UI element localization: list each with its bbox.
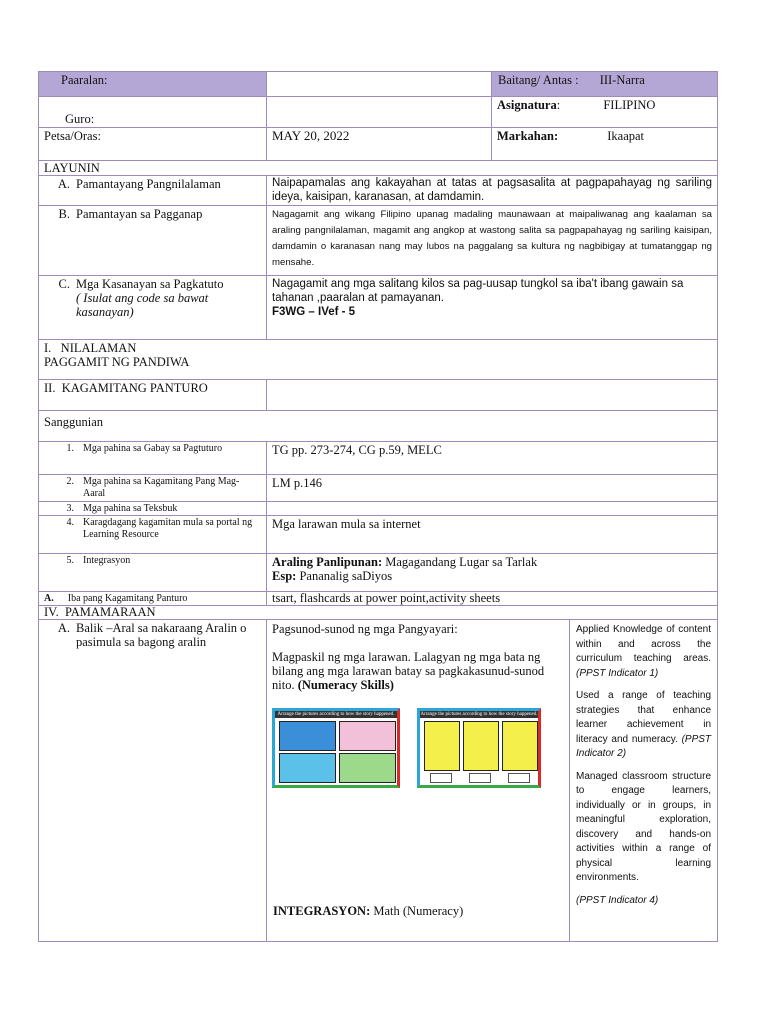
kagamitan-item-4-label: Karagdagang kagamitan mula sa portal ng Learning Resource [83,517,253,540]
sanggunian-title: Sanggunian [39,411,718,442]
lesson-plan-table [38,71,718,942]
kagamitan-item-4: 4. Karagdagang kagamitan mula sa portal ng Learning Resource Mga larawan mula sa internet [39,516,718,554]
nilalaman-cell: I. NILALAMAN PAGGAMIT NG PANDIWA [39,340,718,380]
kagamitan-item-1: 1. Mga pahina sa Gabay sa Pagtuturo TG pp. 273-274, CG p.59, MELC [39,442,718,475]
guro-value [267,97,492,128]
pamamaraan-a-line2: Magpaskil ng mga larawan. Lalagyan ng mga bata ng bilang ang mga larawan batay sa pagkakasunud-sunod nito. [272,650,545,692]
iba-pang-label: Iba pang Kagamitang Panturo [67,593,188,604]
markahan-label: Markahan: [497,129,559,143]
layunin-c-note: ( Isulat ang code sa bawat kasanayan) [76,291,209,319]
integrasyon-label: Integrasyon [83,555,131,566]
kagamitan-item-2: 2. Mga pahina sa Kagamitang Pang Mag-Aaral LM p.146 [39,475,718,502]
kagamitan-title-cell: II. KAGAMITANG PANTURO [39,380,267,411]
layunin-a-text: Naipapamalas ang kakayahan at tatas at pagsasalita at pagpapahayag ng sariling ideya, kaisipan, karanasan, at damdamin. [267,176,718,206]
iba-pang-row: A. Iba pang Kagamitang Panturo tsart, flashcards at power point,activity sheets [39,592,718,606]
layunin-c-text: Nagagamit ang mga salitang kilos sa pag-uusap tungkol sa iba't ibang gawain sa tahanan ,paaralan at pamayanan. [272,278,684,304]
markahan-value: Ikaapat [607,129,645,143]
ppst-notes [570,620,718,942]
pamamaraan-a-content [267,620,570,942]
pamamaraan-integrasyon: INTEGRASYON: Math (Numeracy) [273,904,464,918]
guro-label: Guro: [39,97,267,128]
nilalaman-title: NILALAMAN [60,341,137,355]
kagamitan-item-4-value: Mga larawan mula sa internet [267,516,718,554]
pamamaraan-a-row: A. Balik –Aral sa nakaraang Aralin o pasimula sa bagong aralin Pagsunod-sunod ng mga Pangyayari: Magpaskil ng mga larawan. Lalagyan ng mga bata ng bilang ang mga larawan batay sa pagkakasunud-sunod nito. (Numeracy Skills) Arrange the pictures according to how the story happened. Arrange the pictures according to how the story happened. INTEGRASYON: Math (Numeracy) Applied Knowledge of content within and across the curriculum teaching areas. (PPST Indicator 1) Used a range of teaching strategies that enhance learner achievement in literacy and numeracy. (PPST Indicator 2) Managed classroom structure to engage learners, individually or in groups, in meaningful exploration, discovery and hands-on activities within a range of physical learning environments. (PPST Indicator 4) [39,620,718,942]
integrasyon-cell: Araling Panlipunan: Magagandang Lugar sa Tarlak Esp: Pananalig saDiyos [267,554,718,592]
pamamaraan-title: PAMAMARAAN [64,605,156,619]
markahan-cell [492,128,718,161]
paaralan-label: Paaralan: [39,72,267,97]
baitang-value: III-Narra [599,73,645,87]
layunin-c-label-cell: C. Mga Kasanayan sa Pagkatuto ( Isulat ang code sa bawat kasanayan) [39,276,267,340]
ppst-note-1: Applied Knowledge of content within and across the curriculum teaching areas. (PPST Indicator 1) [576,624,712,679]
petsa-value: MAY 20, 2022 [267,128,492,161]
layunin-b-label-cell: B. Pamantayan sa Pagganap [39,206,267,276]
nilalaman-subtitle: PAGGAMIT NG PANDIWA [44,355,190,369]
iba-pang-value: tsart, flashcards at power point,activity sheets [267,592,718,606]
lesson-plan [38,71,717,942]
petsa-label: Petsa/Oras: [39,128,267,161]
pamamaraan-a-line1: Pagsunod-sunod ng mga Pangyayari: [272,622,458,636]
header-row-petsa [39,128,718,161]
baitang-cell [492,72,718,97]
kagamitan-item-1-label: Mga pahina sa Gabay sa Pagtuturo [83,443,223,454]
header-row-paaralan [39,72,718,97]
ppst-note-4: (PPST Indicator 4) [576,894,659,906]
baitang-label: Baitang/ Antas : [498,73,579,87]
story-picture-1: Arrange the pictures according to how the story happened. [272,708,400,788]
layunin-a-row [39,176,718,206]
layunin-a-label: Pamantayang Pangnilalaman [76,177,221,191]
pamamaraan-title-cell: IV. PAMAMARAAN [39,606,718,620]
kagamitan-item-2-value: LM p.146 [267,475,718,502]
asignatura-label: Asignatura [497,98,557,112]
ppst-note-3: Managed classroom structure to engage learners, individually or in groups, in meaningful exploration, discovery and hands-on activities within a range of physical learning environments. [576,770,712,883]
layunin-title: LAYUNIN [39,161,718,176]
kagamitan-item-2-label: Mga pahina sa Kagamitang Pang Mag-Aaral [83,476,240,499]
kagamitan-item-3-label: Mga pahina sa Teksbuk [83,503,178,514]
layunin-c-code: F3WG – IVef - 5 [272,306,356,318]
sanggunian-row [39,411,718,442]
layunin-b-text: Nagagamit ang wikang Filipino upanag madaling maunawaan at maipaliwanag ang kaalaman sa araling pangnilalaman, magamit ang angkop at wastong salita sa pagpapahayag ng sariling kaisipan, damdamin o karanasan nang may lubos na paggalang sa kultura ng nagbibigay at tumatanggap ng mensahe. [267,206,718,276]
kagamitan-title: KAGAMITANG PANTURO [61,381,208,395]
layunin-c-row [39,276,718,340]
numeracy-skill: (Numeracy Skills) [297,678,394,692]
header-row-guro [39,97,718,128]
layunin-b-row [39,206,718,276]
layunin-b-label: Pamantayan sa Pagganap [76,207,203,221]
layunin-c-label: Mga Kasanayan sa Pagkatuto [76,277,224,291]
nilalaman-row [39,340,718,380]
ppst-note-2: Used a range of teaching strategies that enhance learner achievement in literacy and numeracy. (PPST Indicator 2) [576,690,712,759]
kagamitan-item-3: 3. Mga pahina sa Teksbuk [39,502,718,516]
asignatura-cell: Asignatura: FILIPINO [492,97,718,128]
pamamaraan-row [39,606,718,620]
layunin-a-label-cell: A. Pamantayang Pangnilalaman [39,176,267,206]
integrasyon-row: 5. Integrasyon Araling Panlipunan: Magagandang Lugar sa Tarlak Esp: Pananalig saDiyos [39,554,718,592]
kagamitan-item-3-value [267,502,718,516]
kagamitan-row [39,380,718,411]
story-picture-2: Arrange the pictures according to how the story happened. [417,708,541,788]
layunin-c-cell [267,276,718,340]
layunin-row [39,161,718,176]
pamamaraan-a-label: Balik –Aral sa nakaraang Aralin o pasimula sa bagong aralin [76,621,247,649]
asignatura-value: FILIPINO [603,98,656,112]
kagamitan-item-1-value: TG pp. 273-274, CG p.59, MELC [267,442,718,475]
paaralan-value [267,72,492,97]
